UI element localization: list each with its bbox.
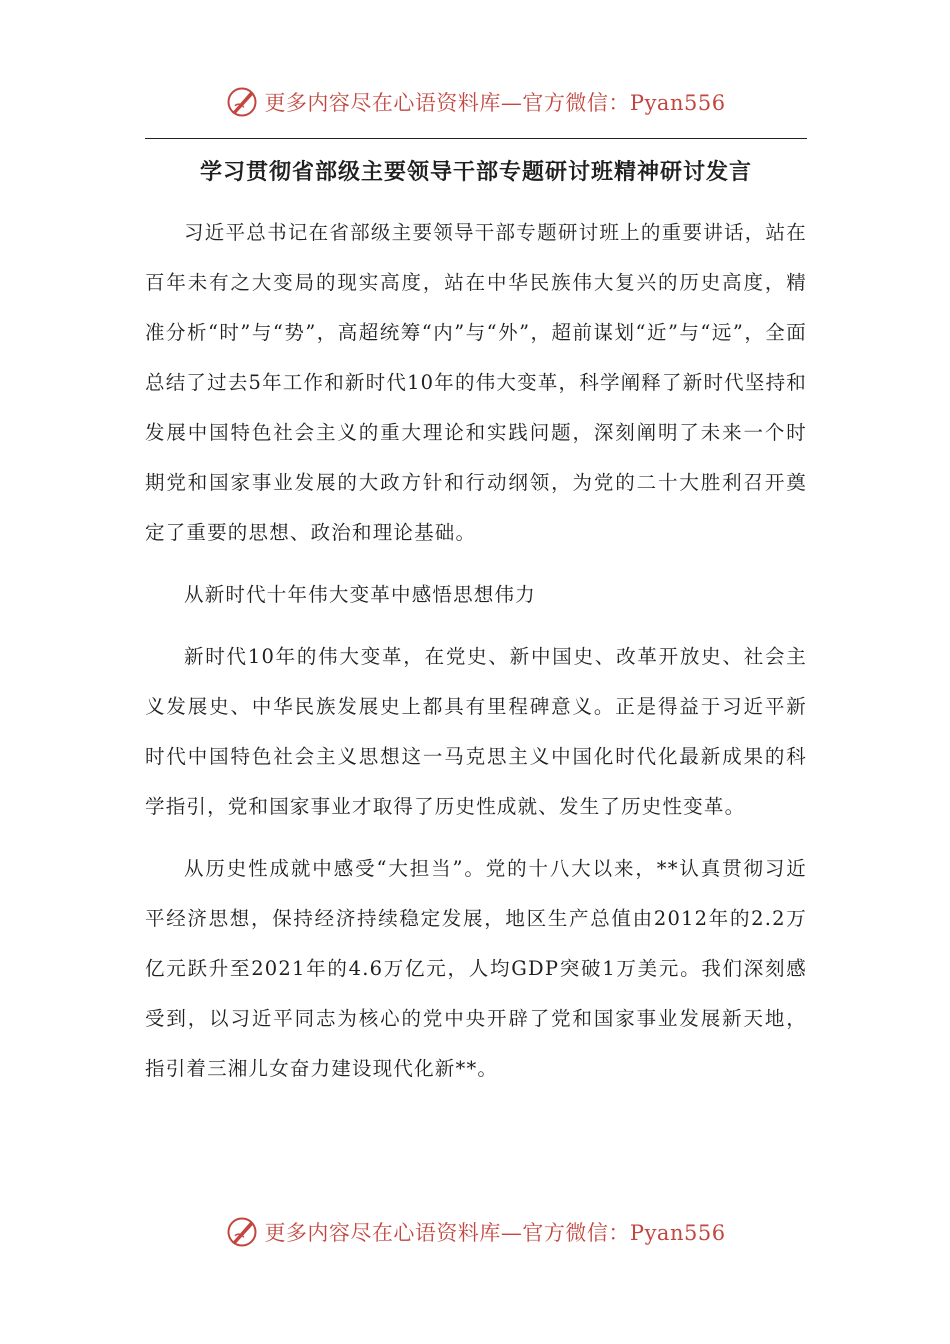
- quill-seal-logo-icon: [224, 84, 260, 120]
- watermark-banner-bottom: [0, 1210, 950, 1254]
- quill-seal-logo-icon: [224, 1214, 260, 1250]
- header-divider: [145, 138, 807, 139]
- paragraph-achievements: 从历史性成就中感受“大担当”。党的十八大以来，**认真贯彻习近平经济思想，保持经济持续稳定发展，地区生产总值由2012年的2.2万亿元跃升至2021年的4.6万亿元，人均GDP突破1万美元。我们深刻感受到，以习近平同志为核心的党中央开辟了党和国家事业发展新天地，指引着三湘儿女奋力建设现代化新**。: [145, 857, 807, 1080]
- paragraph-transformation: 新时代10年的伟大变革，在党史、新中国史、改革开放史、社会主义发展史、中华民族发展史上都具有里程碑意义。正是得益于习近平新时代中国特色社会主义思想这一马克思主义中国化时代化最新成果的科学指引，党和国家事业才取得了历史性成就、发生了历史性变革。: [145, 645, 807, 818]
- paragraph-intro: 习近平总书记在省部级主要领导干部专题研讨班上的重要讲话，站在百年未有之大变局的现实高度，站在中华民族伟大复兴的历史高度，精准分析“时”与“势”，高超统筹“内”与“外”，超前谋划“近”与“远”，全面总结了过去5年工作和新时代10年的伟大变革，科学阐释了新时代坚持和发展中国特色社会主义的重大理论和实践问题，深刻阐明了未来一个时期党和国家事业发展的大政方针和行动纲领，为党的二十大胜利召开奠定了重要的思想、政治和理论基础。: [145, 221, 807, 544]
- watermark-text: 更多内容尽在心语资料库—官方微信：Pyan556: [264, 1221, 726, 1245]
- watermark-text: 更多内容尽在心语资料库—官方微信：Pyan556: [264, 91, 726, 115]
- document-title: 学习贯彻省部级主要领导干部专题研讨班精神研讨发言: [199, 159, 752, 185]
- document-body: [145, 208, 807, 1094]
- watermark-banner-top: [0, 80, 950, 124]
- section-heading: 从新时代十年伟大变革中感悟思想伟力: [184, 583, 536, 606]
